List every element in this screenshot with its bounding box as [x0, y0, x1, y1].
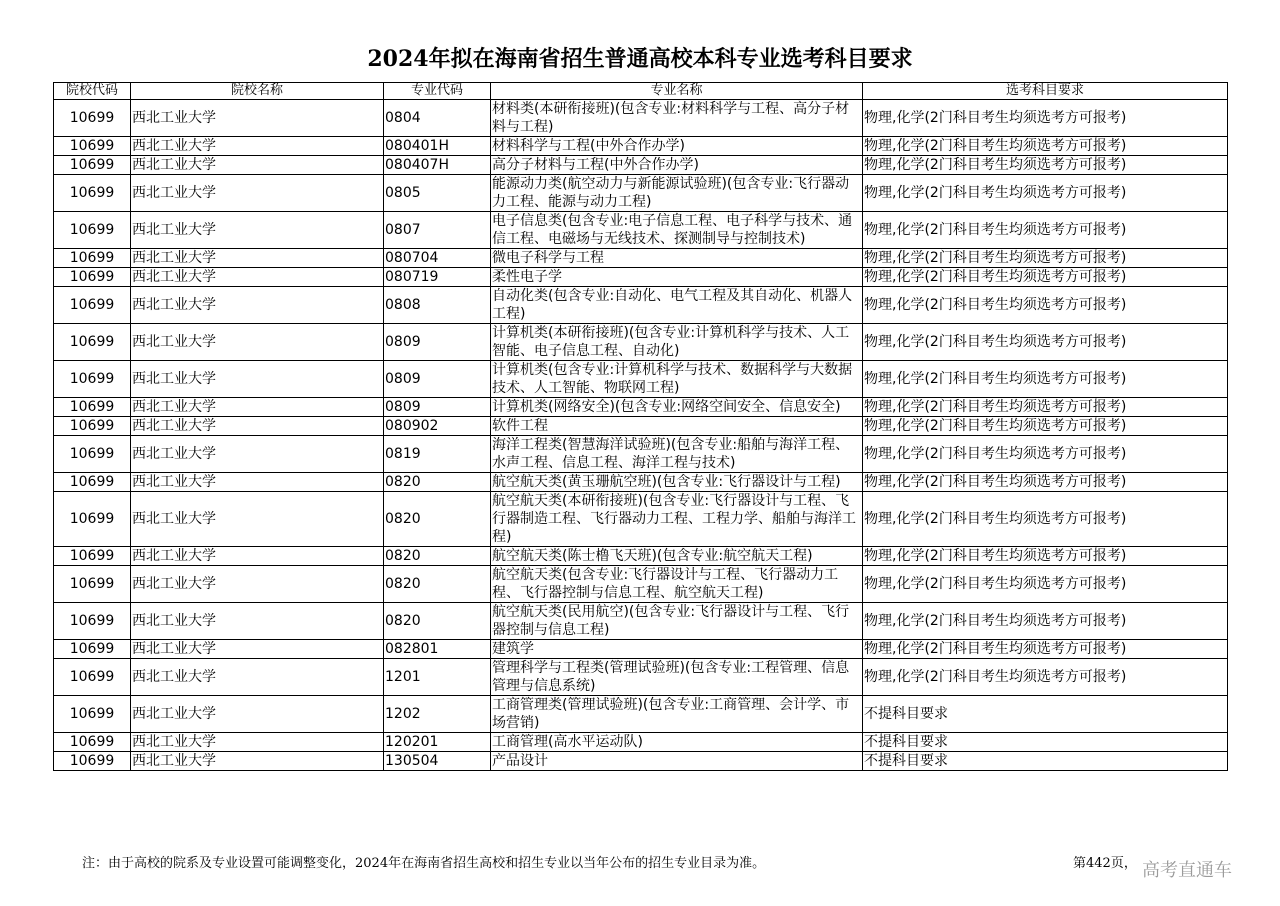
- school-code-cell: 10699: [54, 212, 131, 249]
- major-code-cell: 0804: [384, 100, 491, 137]
- subject-requirement-cell: 物理,化学(2门科目考生均须选考方可报考): [863, 287, 1228, 324]
- subject-requirement-cell: 不提科目要求: [863, 696, 1228, 733]
- table-row: [54, 212, 1228, 249]
- table-row: [54, 696, 1228, 733]
- major-name-cell: 航空航天类(本研衔接班)(包含专业:飞行器设计与工程、飞行器制造工程、飞行器动力工程、工程力学、船舶与海洋工程): [491, 492, 863, 547]
- school-code-cell: 10699: [54, 268, 131, 287]
- major-name-cell: 计算机类(网络安全)(包含专业:网络空间安全、信息安全): [491, 398, 863, 417]
- subject-requirement-cell: 物理,化学(2门科目考生均须选考方可报考): [863, 249, 1228, 268]
- school-code-cell: 10699: [54, 249, 131, 268]
- table-row: [54, 566, 1228, 603]
- major-code-cell: 1202: [384, 696, 491, 733]
- school-name-cell: 西北工业大学: [131, 640, 384, 659]
- subject-requirement-cell: 物理,化学(2门科目考生均须选考方可报考): [863, 212, 1228, 249]
- school-name-cell: 西北工业大学: [131, 603, 384, 640]
- school-code-cell: 10699: [54, 324, 131, 361]
- subject-requirement-cell: 不提科目要求: [863, 733, 1228, 752]
- table-row: [54, 473, 1228, 492]
- major-code-cell: 0820: [384, 547, 491, 566]
- table-row: [54, 361, 1228, 398]
- major-code-cell: 080902: [384, 417, 491, 436]
- school-code-cell: 10699: [54, 156, 131, 175]
- school-code-cell: 10699: [54, 287, 131, 324]
- header-school-code: 院校代码: [54, 83, 131, 100]
- major-name-cell: 高分子材料与工程(中外合作办学): [491, 156, 863, 175]
- school-name-cell: 西北工业大学: [131, 547, 384, 566]
- major-code-cell: 080719: [384, 268, 491, 287]
- school-name-cell: 西北工业大学: [131, 492, 384, 547]
- subject-requirement-cell: 物理,化学(2门科目考生均须选考方可报考): [863, 417, 1228, 436]
- table-row: [54, 175, 1228, 212]
- subject-requirement-cell: 物理,化学(2门科目考生均须选考方可报考): [863, 640, 1228, 659]
- table-row: [54, 249, 1228, 268]
- school-code-cell: 10699: [54, 752, 131, 771]
- school-code-cell: 10699: [54, 436, 131, 473]
- major-name-cell: 建筑学: [491, 640, 863, 659]
- subject-requirement-cell: 物理,化学(2门科目考生均须选考方可报考): [863, 100, 1228, 137]
- school-name-cell: 西北工业大学: [131, 137, 384, 156]
- table-row: [54, 752, 1228, 771]
- table-row: [54, 733, 1228, 752]
- major-code-cell: 0820: [384, 473, 491, 492]
- major-code-cell: 130504: [384, 752, 491, 771]
- major-name-cell: 电子信息类(包含专业:电子信息工程、电子科学与技术、通信工程、电磁场与无线技术、探测制导与控制技术): [491, 212, 863, 249]
- school-name-cell: 西北工业大学: [131, 566, 384, 603]
- major-name-cell: 管理科学与工程类(管理试验班)(包含专业:工程管理、信息管理与信息系统): [491, 659, 863, 696]
- table-row: [54, 436, 1228, 473]
- table-row: [54, 156, 1228, 175]
- major-name-cell: 产品设计: [491, 752, 863, 771]
- school-code-cell: 10699: [54, 696, 131, 733]
- school-code-cell: 10699: [54, 100, 131, 137]
- subject-requirement-cell: 物理,化学(2门科目考生均须选考方可报考): [863, 137, 1228, 156]
- school-code-cell: 10699: [54, 547, 131, 566]
- watermark: 高考直通车: [1142, 860, 1232, 881]
- header-major-code: 专业代码: [384, 83, 491, 100]
- school-name-cell: 西北工业大学: [131, 212, 384, 249]
- subject-requirement-cell: 物理,化学(2门科目考生均须选考方可报考): [863, 324, 1228, 361]
- table-row: [54, 398, 1228, 417]
- table-row: [54, 324, 1228, 361]
- major-code-cell: 0820: [384, 492, 491, 547]
- major-name-cell: 计算机类(包含专业:计算机科学与技术、数据科学与大数据技术、人工智能、物联网工程): [491, 361, 863, 398]
- subject-requirement-cell: 物理,化学(2门科目考生均须选考方可报考): [863, 547, 1228, 566]
- school-name-cell: 西北工业大学: [131, 324, 384, 361]
- school-name-cell: 西北工业大学: [131, 175, 384, 212]
- school-code-cell: 10699: [54, 417, 131, 436]
- major-name-cell: 计算机类(本研衔接班)(包含专业:计算机科学与技术、人工智能、电子信息工程、自动化): [491, 324, 863, 361]
- major-name-cell: 航空航天类(民用航空)(包含专业:飞行器设计与工程、飞行器控制与信息工程): [491, 603, 863, 640]
- subject-requirement-cell: 物理,化学(2门科目考生均须选考方可报考): [863, 268, 1228, 287]
- school-code-cell: 10699: [54, 137, 131, 156]
- major-name-cell: 材料科学与工程(中外合作办学): [491, 137, 863, 156]
- school-code-cell: 10699: [54, 398, 131, 417]
- school-name-cell: 西北工业大学: [131, 417, 384, 436]
- table-row: [54, 287, 1228, 324]
- major-name-cell: 软件工程: [491, 417, 863, 436]
- table-row: [54, 100, 1228, 137]
- major-name-cell: 航空航天类(包含专业:飞行器设计与工程、飞行器动力工程、飞行器控制与信息工程、航空航天工程): [491, 566, 863, 603]
- school-code-cell: 10699: [54, 640, 131, 659]
- school-name-cell: 西北工业大学: [131, 398, 384, 417]
- major-name-cell: 能源动力类(航空动力与新能源试验班)(包含专业:飞行器动力工程、能源与动力工程): [491, 175, 863, 212]
- table-header-row: [54, 83, 1228, 100]
- major-name-cell: 自动化类(包含专业:自动化、电气工程及其自动化、机器人工程): [491, 287, 863, 324]
- major-code-cell: 0805: [384, 175, 491, 212]
- major-code-cell: 0819: [384, 436, 491, 473]
- major-name-cell: 微电子科学与工程: [491, 249, 863, 268]
- subject-requirement-cell: 不提科目要求: [863, 752, 1228, 771]
- major-code-cell: 080401H: [384, 137, 491, 156]
- school-name-cell: 西北工业大学: [131, 287, 384, 324]
- table-row: [54, 640, 1228, 659]
- table-row: [54, 547, 1228, 566]
- table-row: [54, 417, 1228, 436]
- major-name-cell: 航空航天类(黄玉珊航空班)(包含专业:飞行器设计与工程): [491, 473, 863, 492]
- major-code-cell: 0807: [384, 212, 491, 249]
- page-title: 2024年拟在海南省招生普通高校本科专业选考科目要求: [367, 46, 913, 72]
- header-subject-requirement: 选考科目要求: [863, 83, 1228, 100]
- subject-requirement-cell: 物理,化学(2门科目考生均须选考方可报考): [863, 398, 1228, 417]
- major-name-cell: 工商管理(高水平运动队): [491, 733, 863, 752]
- major-name-cell: 工商管理类(管理试验班)(包含专业:工商管理、会计学、市场营销): [491, 696, 863, 733]
- header-major-name: 专业名称: [491, 83, 863, 100]
- major-code-cell: 0809: [384, 361, 491, 398]
- major-code-cell: 0820: [384, 603, 491, 640]
- header-school-name: 院校名称: [131, 83, 384, 100]
- school-name-cell: 西北工业大学: [131, 436, 384, 473]
- subject-requirement-cell: 物理,化学(2门科目考生均须选考方可报考): [863, 156, 1228, 175]
- major-code-cell: 120201: [384, 733, 491, 752]
- table-row: [54, 137, 1228, 156]
- table-row: [54, 659, 1228, 696]
- school-name-cell: 西北工业大学: [131, 100, 384, 137]
- subject-requirement-cell: 物理,化学(2门科目考生均须选考方可报考): [863, 436, 1228, 473]
- major-code-cell: 0820: [384, 566, 491, 603]
- school-name-cell: 西北工业大学: [131, 361, 384, 398]
- major-code-cell: 082801: [384, 640, 491, 659]
- major-code-cell: 1201: [384, 659, 491, 696]
- table-row: [54, 603, 1228, 640]
- subject-requirement-cell: 物理,化学(2门科目考生均须选考方可报考): [863, 473, 1228, 492]
- table-row: [54, 492, 1228, 547]
- subject-requirement-cell: 物理,化学(2门科目考生均须选考方可报考): [863, 175, 1228, 212]
- major-code-cell: 0808: [384, 287, 491, 324]
- table-body: [54, 100, 1228, 771]
- major-code-cell: 0809: [384, 324, 491, 361]
- school-code-cell: 10699: [54, 659, 131, 696]
- school-name-cell: 西北工业大学: [131, 249, 384, 268]
- subject-requirement-cell: 物理,化学(2门科目考生均须选考方可报考): [863, 659, 1228, 696]
- major-name-cell: 材料类(本研衔接班)(包含专业:材料科学与工程、高分子材料与工程): [491, 100, 863, 137]
- major-name-cell: 海洋工程类(智慧海洋试验班)(包含专业:船舶与海洋工程、水声工程、信息工程、海洋工程与技术): [491, 436, 863, 473]
- school-code-cell: 10699: [54, 566, 131, 603]
- school-name-cell: 西北工业大学: [131, 733, 384, 752]
- school-code-cell: 10699: [54, 473, 131, 492]
- subject-requirement-cell: 物理,化学(2门科目考生均须选考方可报考): [863, 566, 1228, 603]
- school-code-cell: 10699: [54, 175, 131, 212]
- school-code-cell: 10699: [54, 733, 131, 752]
- subject-requirement-cell: 物理,化学(2门科目考生均须选考方可报考): [863, 603, 1228, 640]
- requirements-table: [53, 82, 1228, 771]
- subject-requirement-cell: 物理,化学(2门科目考生均须选考方可报考): [863, 492, 1228, 547]
- subject-requirement-cell: 物理,化学(2门科目考生均须选考方可报考): [863, 361, 1228, 398]
- major-code-cell: 080704: [384, 249, 491, 268]
- school-name-cell: 西北工业大学: [131, 752, 384, 771]
- major-name-cell: 柔性电子学: [491, 268, 863, 287]
- major-name-cell: 航空航天类(陈士橹飞天班)(包含专业:航空航天工程): [491, 547, 863, 566]
- school-code-cell: 10699: [54, 361, 131, 398]
- major-code-cell: 0809: [384, 398, 491, 417]
- footnote: 注：由于高校的院系及专业设置可能调整变化，2024年在海南省招生高校和招生专业以当年公布的招生专业目录为准。: [82, 856, 766, 871]
- school-name-cell: 西北工业大学: [131, 156, 384, 175]
- school-name-cell: 西北工业大学: [131, 268, 384, 287]
- school-name-cell: 西北工业大学: [131, 659, 384, 696]
- major-code-cell: 080407H: [384, 156, 491, 175]
- page-number: 第442页，: [1073, 856, 1137, 871]
- school-name-cell: 西北工业大学: [131, 696, 384, 733]
- school-code-cell: 10699: [54, 603, 131, 640]
- school-code-cell: 10699: [54, 492, 131, 547]
- school-name-cell: 西北工业大学: [131, 473, 384, 492]
- table-row: [54, 268, 1228, 287]
